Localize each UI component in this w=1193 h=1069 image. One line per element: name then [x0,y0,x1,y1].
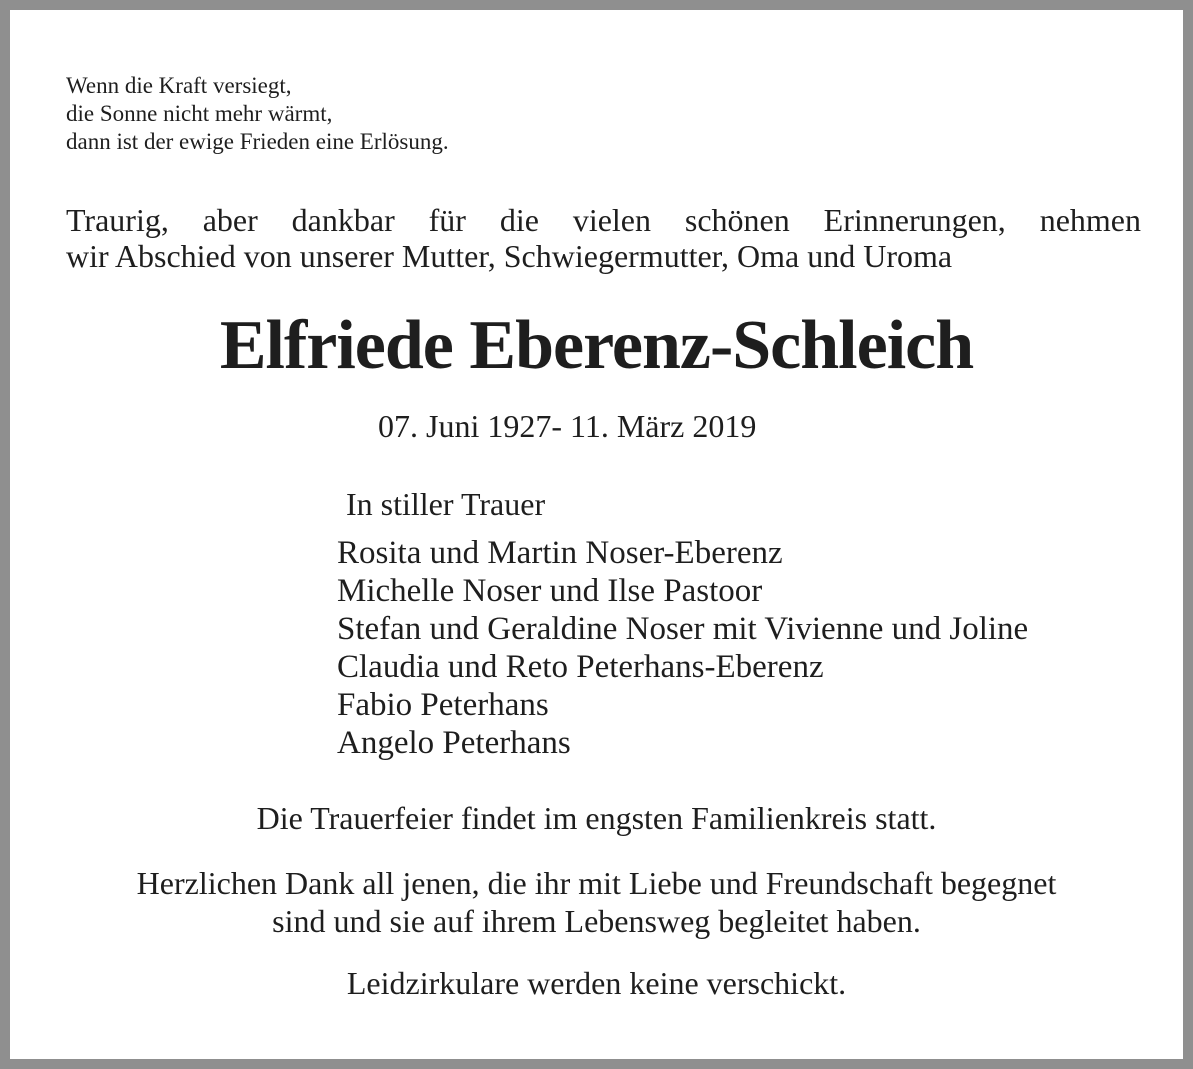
poem [66,72,449,156]
mourners-list [337,534,1028,762]
mourning-label: In stiller Trauer [346,486,546,522]
mourner-entry: Rosita und Martin Noser-Eberenz [337,535,783,571]
mourner-entry: Angelo Peterhans [337,725,571,761]
mourner-entry: Fabio Peterhans [337,687,549,723]
deceased-name: Elfriede Eberenz-Schleich [219,307,974,384]
thanks-line: Herzlichen Dank all jenen, die ihr mit Liebe und Freundschaft begegnet [136,865,1057,901]
ceremony-note: Die Trauerfeier findet im engsten Familienkreis statt. [256,800,937,836]
circulars-note: Leidzirkulare werden keine verschickt. [346,965,847,1001]
mourner-entry: Michelle Noser und Ilse Pastoor [337,573,763,609]
life-dates: 07. Juni 1927- 11. März 2019 [378,408,757,444]
poem-line: Wenn die Kraft versiegt, [66,73,292,98]
mourner-entry: Claudia und Reto Peterhans-Eberenz [337,649,824,685]
thanks-note [10,864,1183,940]
poem-line: die Sonne nicht mehr wärmt, [66,101,333,126]
intro-line: Traurig, aber dankbar für die vielen schönen Erinnerungen, nehmen [66,202,1141,238]
mourner-entry: Stefan und Geraldine Noser mit Vivienne und Joline [337,611,1029,647]
intro-line: wir Abschied von unserer Mutter, Schwiegermutter, Oma und Uroma [66,238,953,274]
poem-line: dann ist der ewige Frieden eine Erlösung. [66,129,449,154]
intro-text [66,202,1141,274]
thanks-line: sind und sie auf ihrem Lebensweg begleitet haben. [272,903,921,939]
